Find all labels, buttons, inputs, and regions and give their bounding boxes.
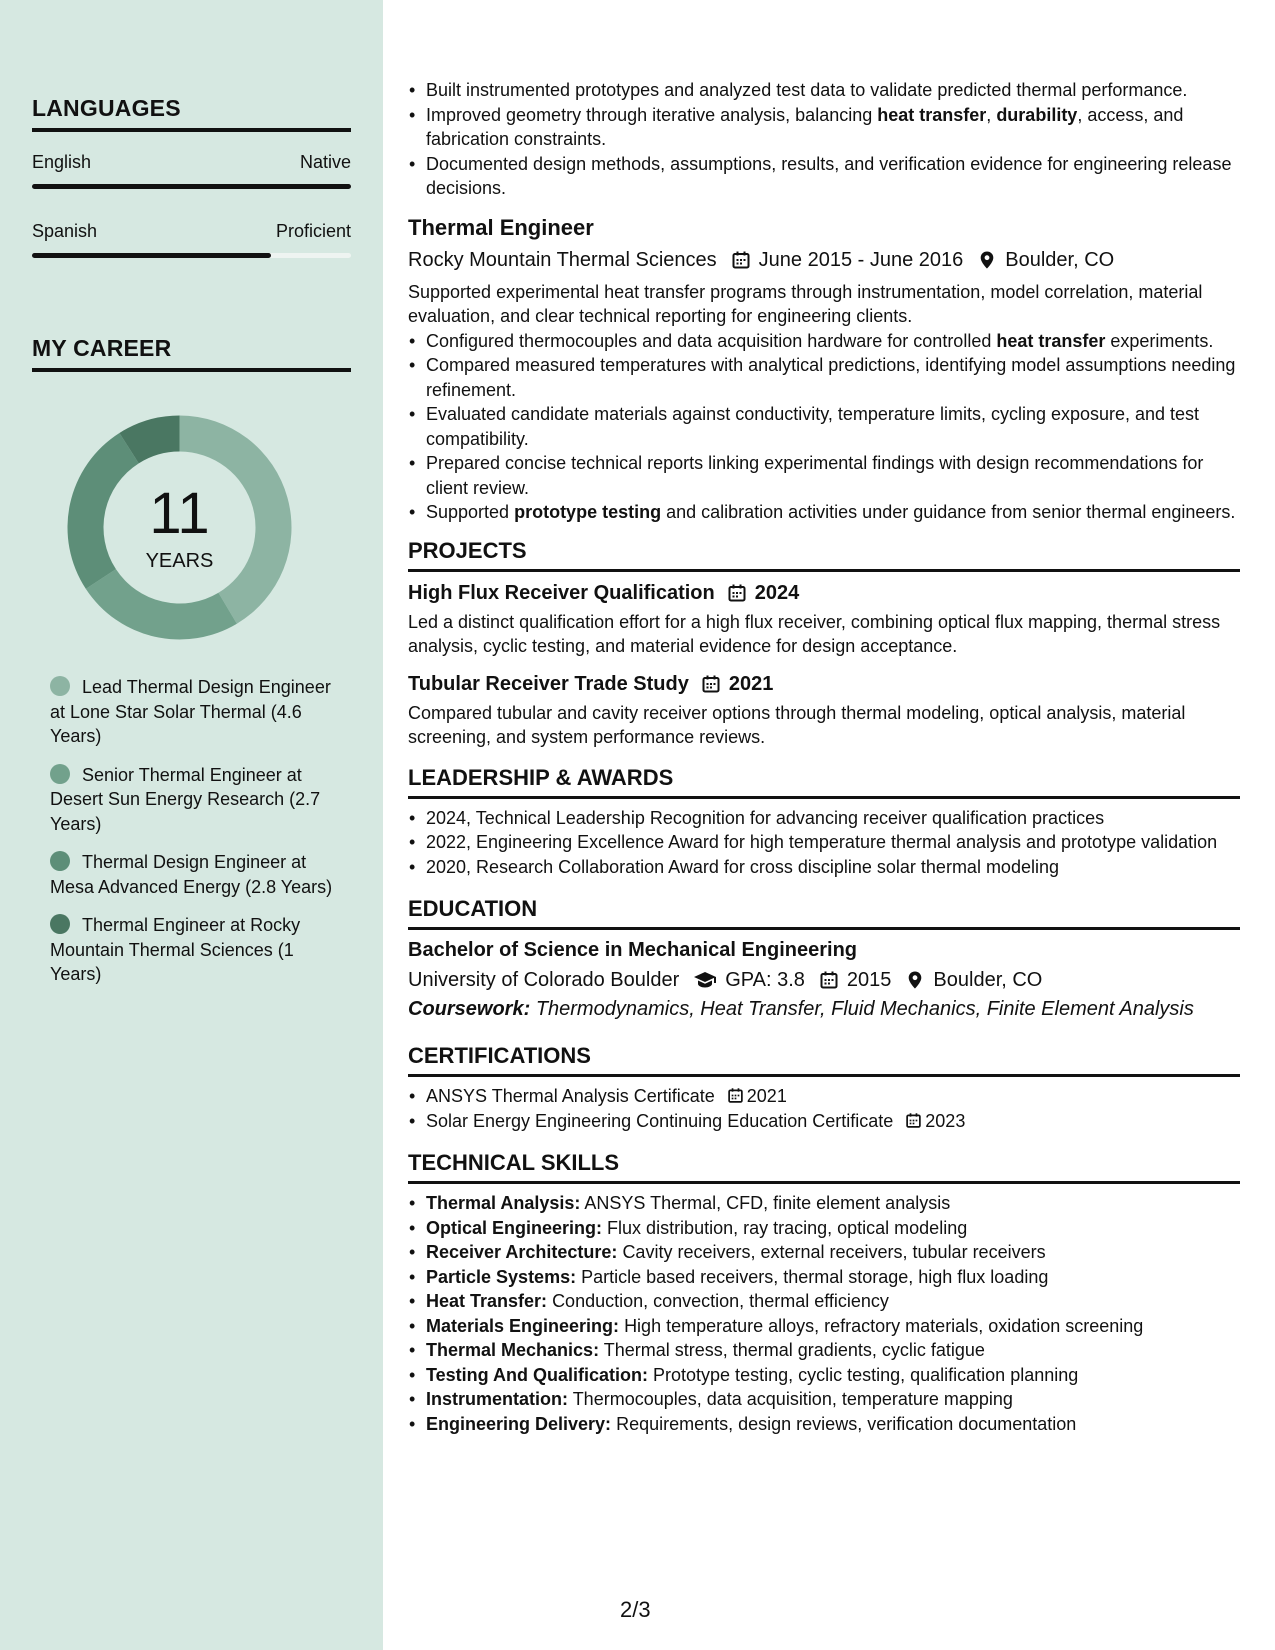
skill-value: Thermocouples, data acquisition, temperature mapping [572, 1389, 1013, 1409]
skill-value: Thermal stress, thermal gradients, cyclic fatigue [603, 1340, 985, 1360]
education-gpa: GPA: 3.8 [725, 969, 805, 991]
skill-value: High temperature alloys, refractory materials, oxidation screening [624, 1315, 1144, 1336]
skill-label: Particle Systems: [426, 1266, 577, 1287]
calendar-icon [731, 250, 751, 270]
graduation-cap-icon [693, 970, 717, 990]
skill-item [408, 1314, 1240, 1339]
career-heading: MY CAREER [32, 335, 351, 372]
legend-dot [50, 914, 70, 934]
skill-item [408, 1338, 1240, 1363]
coursework-list: Thermodynamics, Heat Transfer, Fluid Mechanics, Finite Element Analysis [535, 998, 1194, 1020]
skill-item [408, 1265, 1240, 1290]
job-bullet: • Improved geometry through iterative analysis, balancing heat transfer, durability, access, and fabrication constraints. [408, 103, 1240, 152]
previous-job-bullets [408, 78, 1240, 201]
project-title: Tubular Receiver Trade Study [408, 672, 689, 695]
awards-heading: LEADERSHIP & AWARDS [408, 764, 1240, 799]
languages-heading: LANGUAGES [32, 95, 351, 132]
calendar-icon [727, 583, 747, 603]
skill-item [408, 1387, 1240, 1412]
skills-list [408, 1191, 1240, 1436]
career-total-years: 11 [149, 481, 210, 546]
career-legend-text: Lead Thermal Design Engineer at Lone Star Solar Thermal (4.6 Years) [50, 677, 331, 746]
language-bar-fill [32, 253, 271, 258]
language-name: English [32, 152, 92, 172]
project-title-row [408, 580, 1240, 606]
language-bar-english [32, 184, 351, 189]
project-year: 2021 [728, 672, 774, 695]
language-bar-spanish [32, 253, 351, 258]
skill-item [408, 1240, 1240, 1265]
job-bullet: • Supported prototype testing and calibration activities under guidance from senior thermal engineers. [408, 500, 1240, 525]
skill-label: Optical Engineering: [426, 1217, 603, 1238]
job-meta [408, 246, 1240, 274]
certifications-heading: CERTIFICATIONS [408, 1042, 1240, 1077]
skill-item [408, 1412, 1240, 1437]
job-bullet: • Built instrumented prototypes and analyzed test data to validate predicted thermal performance. [408, 78, 1240, 103]
sidebar [0, 0, 383, 1650]
legend-dot [50, 764, 70, 784]
job-bullets [408, 329, 1240, 525]
skills-heading: TECHNICAL SKILLS [408, 1149, 1240, 1184]
education-year: 2015 [846, 969, 892, 991]
skill-label: Heat Transfer: [426, 1291, 548, 1311]
certification-year: 2021 [746, 1086, 787, 1106]
skill-label: Receiver Architecture: [426, 1242, 618, 1262]
project-title-row [408, 671, 1240, 697]
job-bullet: • Documented design methods, assumptions, results, and verification evidence for engineering release decisions. [408, 152, 1240, 201]
job-bullet: • Configured thermocouples and data acquisition hardware for controlled heat transfer experiments. [408, 329, 1240, 354]
language-level: Proficient [275, 221, 351, 241]
skill-item [408, 1191, 1240, 1216]
language-name: Spanish [32, 221, 98, 241]
legend-dot [50, 676, 70, 696]
education-location: Boulder, CO [933, 969, 1043, 991]
education-coursework [408, 994, 1240, 1024]
location-pin-icon [905, 970, 925, 990]
award-item: • 2022, Engineering Excellence Award for high temperature thermal analysis and prototype validation [408, 830, 1240, 855]
skill-value: Conduction, convection, thermal efficiency [552, 1291, 889, 1311]
education-degree: Bachelor of Science in Mechanical Engineering [408, 939, 858, 961]
career-legend-text: Senior Thermal Engineer at Desert Sun Energy Research (2.7 Years) [50, 764, 321, 834]
education-meta [408, 966, 1240, 994]
language-level: Native [299, 152, 351, 172]
job-company: Rocky Mountain Thermal Sciences [408, 248, 717, 271]
calendar-icon [701, 674, 721, 694]
certification-item [408, 1084, 1240, 1109]
donut-slice [86, 569, 237, 639]
job-bullet: • Evaluated candidate materials against conductivity, temperature limits, cycling exposure, and test compatibility. [408, 402, 1240, 451]
main-content [408, 78, 1240, 1436]
skill-label: Testing And Qualification: [426, 1364, 648, 1385]
skill-value: Cavity receivers, external receivers, tubular receivers [622, 1242, 1046, 1262]
skill-label: Thermal Mechanics: [426, 1340, 600, 1360]
certifications-list [408, 1084, 1240, 1133]
location-pin-icon [977, 250, 997, 270]
skill-label: Thermal Analysis: [426, 1193, 581, 1213]
legend-dot [50, 851, 70, 871]
certification-name: Solar Energy Engineering Continuing Education Certificate [426, 1110, 894, 1131]
skill-value: Flux distribution, ray tracing, optical modeling [607, 1217, 968, 1238]
career-legend-text: Thermal Engineer at Rocky Mountain Thermal Sciences (1 Years) [50, 915, 301, 984]
job-title: Thermal Engineer [408, 214, 594, 240]
skill-item [408, 1363, 1240, 1388]
projects-heading: PROJECTS [408, 537, 1240, 572]
project-description: Led a distinct qualification effort for a high flux receiver, combining optical flux mapping, thermal stress analysis, cyclic testing, and material evidence for design acceptance. [408, 611, 1221, 656]
language-bar-fill [32, 184, 351, 189]
language-row-english [32, 152, 351, 173]
career-legend [50, 675, 340, 1001]
career-legend-item [50, 763, 340, 837]
skill-value: Prototype testing, cyclic testing, qualification planning [653, 1364, 1079, 1385]
calendar-icon [819, 970, 839, 990]
job-bullet: • Compared measured temperatures with analytical predictions, identifying model assumptions needing refinement. [408, 353, 1240, 402]
skill-value: Particle based receivers, thermal storage, high flux loading [581, 1266, 1049, 1287]
career-legend-item [50, 675, 340, 749]
awards-list [408, 806, 1240, 880]
job-dates: June 2015 - June 2016 [758, 248, 964, 271]
skill-value: ANSYS Thermal, CFD, finite element analysis [584, 1193, 951, 1213]
project-title: High Flux Receiver Qualification [408, 581, 715, 604]
career-legend-text: Thermal Design Engineer at Mesa Advanced Energy (2.8 Years) [50, 852, 333, 897]
career-legend-item [50, 850, 340, 899]
career-legend-item [50, 913, 340, 987]
skill-label: Materials Engineering: [426, 1315, 620, 1336]
project-description: Compared tubular and cavity receiver options through thermal modeling, optical analysis, material screening, and system performance reviews. [408, 702, 1186, 747]
award-item: • 2024, Technical Leadership Recognition for advancing receiver qualification practices [408, 806, 1240, 831]
certification-name: ANSYS Thermal Analysis Certificate [426, 1086, 715, 1106]
skill-item [408, 1216, 1240, 1241]
award-item: • 2020, Research Collaboration Award for cross discipline solar thermal modeling [408, 855, 1240, 880]
coursework-label: Coursework: [408, 998, 531, 1020]
certification-item [408, 1109, 1240, 1134]
job-summary: Supported experimental heat transfer programs through instrumentation, model correlation, material evaluation, and clear technical reporting for engineering clients. [408, 281, 1203, 326]
skill-label: Engineering Delivery: [426, 1413, 612, 1434]
page-number: 2/3 [620, 1597, 651, 1622]
language-row-spanish [32, 221, 351, 242]
certification-year: 2023 [925, 1110, 966, 1131]
career-years-label: YEARS [145, 550, 214, 572]
job-bullet: • Prepared concise technical reports linking experimental findings with design recommendations for client review. [408, 451, 1240, 500]
skill-item [408, 1289, 1240, 1314]
skill-label: Instrumentation: [426, 1389, 568, 1409]
calendar-icon [905, 1112, 922, 1129]
job-location: Boulder, CO [1005, 248, 1115, 271]
project-year: 2024 [754, 581, 800, 604]
education-school: University of Colorado Boulder [408, 969, 680, 991]
education-heading: EDUCATION [408, 895, 1240, 930]
calendar-icon [727, 1087, 744, 1104]
skill-value: Requirements, design reviews, verification documentation [616, 1413, 1077, 1434]
